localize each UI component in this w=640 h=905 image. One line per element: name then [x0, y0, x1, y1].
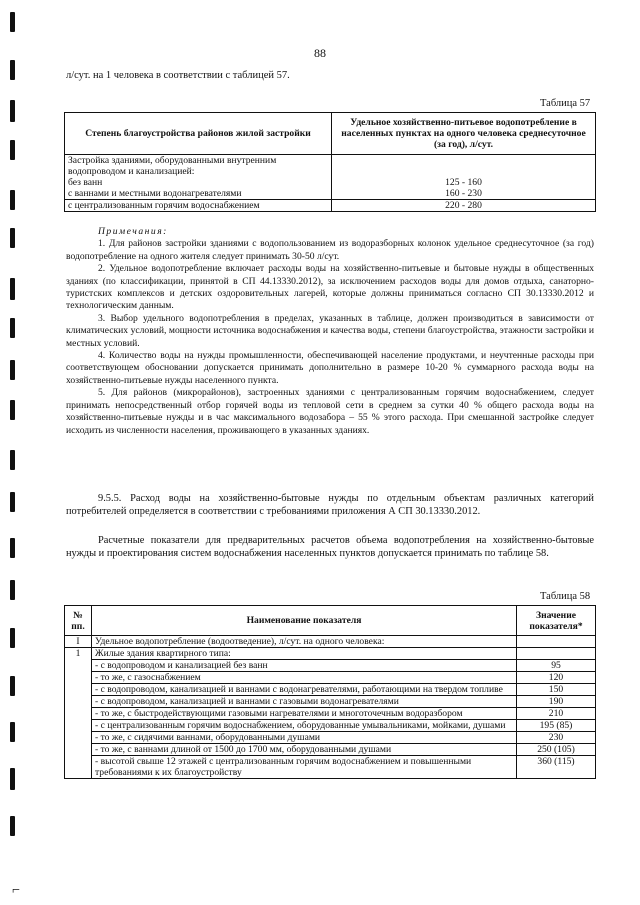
table58-row-value: 150 — [517, 684, 596, 696]
table58-row-label: - то же, с ваннами длиной от 1500 до 1700 мм, оборудованными душами — [92, 744, 517, 756]
table58-row-value: 230 — [517, 732, 596, 744]
table-row — [65, 708, 596, 720]
binding-mark — [10, 400, 15, 420]
table57-row-value: 160 - 230 — [445, 188, 482, 199]
intro-line: л/сут. на 1 человека в соответствии с таблицей 57. — [66, 70, 290, 81]
table58-row-label: - с водопроводом, канализацией и ваннами с водонагревателями, работающими на твердом топливе — [92, 684, 517, 696]
table58-row-label: - с водопроводом, канализацией и ваннами с газовыми водонагревателями — [92, 696, 517, 708]
table58-row-label: - то же, с сидячими ваннами, оборудованными душами — [92, 732, 517, 744]
binding-mark — [10, 816, 15, 836]
table-58 — [64, 605, 596, 779]
table58-row-label: - высотой свыше 12 этажей с централизованным горячим водоснабжением и повышенными требованиями к их благоустройству — [92, 756, 517, 779]
paragraph-9-5-5: 9.5.5. Расход воды на хозяйственно-бытовые нужды по отдельным объектам различных категорий потребителей определяется в соответствии с требованиями приложения А СП 30.13330.2012. — [66, 493, 594, 518]
binding-mark — [10, 60, 15, 80]
table57-values-cell — [332, 155, 596, 200]
table58-header-name: Наименование показателя — [92, 606, 517, 636]
binding-mark — [10, 140, 15, 160]
binding-mark — [10, 768, 15, 790]
notes — [66, 226, 594, 437]
table58-row-label: - с водопроводом и канализацией без ванн — [92, 660, 517, 672]
binding-mark — [10, 628, 15, 648]
note-item: 3. Выбор удельного водопотребления в пределах, указанных в таблице, должен производиться в зависимости от климатических условий, мощности источника водоснабжения и качества воды, степени благоустройства, этажности застройки и местных условий. — [66, 312, 594, 349]
table58-row-label: - то же, с быстродействующими газовыми нагревателями и многоточечным водоразбором — [92, 708, 517, 720]
table-57 — [64, 112, 596, 212]
page-number: 88 — [314, 46, 326, 60]
table58-caption: Таблица 58 — [540, 591, 591, 602]
table-row — [65, 756, 596, 779]
table58-row-value: 195 (85) — [517, 720, 596, 732]
binding-mark — [10, 492, 15, 512]
table57-row-label: с централизованным горячим водоснабжением — [65, 200, 332, 212]
table58-row-value: 120 — [517, 672, 596, 684]
table57-caption: Таблица 57 — [540, 98, 591, 109]
table57-header-col1: Степень благоустройства районов жилой застройки — [65, 113, 332, 155]
binding-mark — [10, 228, 15, 248]
binding-mark — [10, 722, 15, 742]
paragraph-calc: Расчетные показатели для предварительных расчетов объема водопотребления на хозяйственно-бытовые нужды и проектирования систем водоснабжения населенных пунктов допускается принимать по таблице 58. — [66, 535, 594, 560]
table57-header-col2: Удельное хозяйственно-питьевое водопотребление в населенных пунктах на одного человека среднесуточное (за год), л/сут. — [332, 113, 596, 155]
table58-group-label: Жилые здания квартирного типа: — [92, 648, 517, 660]
table58-row-value: 95 — [517, 660, 596, 672]
table58-row-value: 210 — [517, 708, 596, 720]
table58-header-value: Значение показателя* — [517, 606, 596, 636]
table57-row-label: с ваннами и местными водонагревателями — [68, 188, 242, 199]
binding-mark — [10, 538, 15, 558]
table58-row-label: - то же, с газоснабжением — [92, 672, 517, 684]
table-row — [65, 684, 596, 696]
table-row — [65, 744, 596, 756]
table-row — [65, 636, 596, 648]
table58-row-label: - с централизованным горячим водоснабжением, оборудованные умывальниками, мойками, душами — [92, 720, 517, 732]
table-row — [65, 732, 596, 744]
note-item: 5. Для районов (микрорайонов), застроенных зданиями с централизованным горячим водоснабжением, следует принимать непосредственный отбор горячей воды из тепловой сети в среднем за сутки 40 % общего расхода воды на хозяйственно-питьевые нужды и в час максимального водозабора – 55 % этого расхода. При смешанной застройке следует исходить из численности населения, проживающего в указанных зданиях. — [66, 387, 594, 436]
table58-row-value: 190 — [517, 696, 596, 708]
notes-heading: Примечания: — [98, 226, 168, 237]
table57-intro-text: Застройка зданиями, оборудованными внутренним водопроводом и канализацией: — [68, 155, 277, 177]
table58-section-label: Удельное водопотребление (водоотведение), л/сут. на одного человека: — [92, 636, 517, 648]
binding-mark — [10, 190, 15, 210]
table58-row-value: 250 (105) — [517, 744, 596, 756]
table58-group-no: 1 — [65, 648, 92, 779]
binding-mark — [10, 360, 15, 380]
binding-mark — [10, 450, 15, 470]
table-row — [65, 720, 596, 732]
binding-mark — [10, 100, 15, 122]
table57-intro-cell — [65, 155, 332, 200]
table57-row-label: без ванн — [68, 177, 103, 188]
table58-row-value: 360 (115) — [517, 756, 596, 779]
note-item: 1. Для районов застройки зданиями с водопользованием из водоразборных колонок удельное среднесуточное (за год) водопотребление на одного жителя следует принимать 30-50 л/сут. — [66, 238, 594, 262]
table-row — [65, 660, 596, 672]
note-item: 4. Количество воды на нужды промышленности, обеспечивающей население продуктами, и неучтенные расходы при соответствующем обосновании допускается принимать дополнительно в размере 10-20 % суммарного расхода воды на хозяйственно-питьевые нужды населенного пункта. — [66, 350, 594, 386]
table57-row-value: 220 - 280 — [332, 200, 596, 212]
binding-mark — [10, 318, 15, 338]
table-row — [65, 648, 596, 660]
table58-header-no: № пп. — [65, 606, 92, 636]
binding-mark — [10, 12, 15, 32]
table57-row-value: 125 - 160 — [445, 177, 482, 188]
binding-mark — [10, 676, 15, 696]
table-row — [65, 696, 596, 708]
table-row — [65, 672, 596, 684]
note-item: 2. Удельное водопотребление включает расходы воды на хозяйственно-питьевые и бытовые нужды в общественных зданиях (по классификации, принятой в СП 44.13330.2012), за исключением расходов воды для домов отдыха, санаторно-туристских комплексов и детских оздоровительных лагерей, которые должны приниматься согласно СП 30.13330.2012 и технологическим данным. — [66, 263, 594, 312]
scan-corner-mark: ⌐ — [12, 883, 20, 898]
table58-section-no: I — [65, 636, 92, 648]
binding-mark — [10, 580, 15, 600]
binding-mark — [10, 278, 15, 300]
